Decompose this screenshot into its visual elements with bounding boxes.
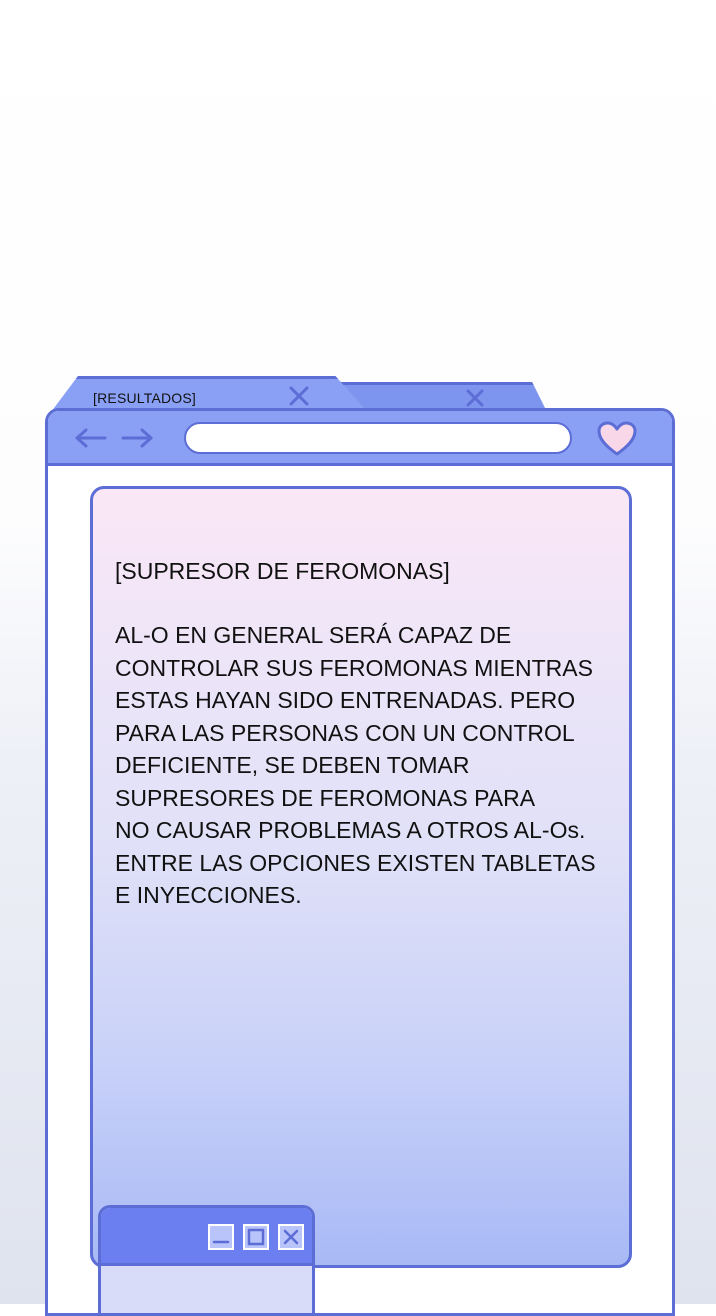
arrow-right-icon[interactable] bbox=[120, 428, 154, 448]
close-icon[interactable] bbox=[287, 384, 311, 408]
note-line: SUPRESORES DE FEROMONAS PARA bbox=[115, 784, 536, 811]
browser-toolbar bbox=[48, 411, 672, 466]
note-line: CONTROLAR SUS FEROMONAS MIENTRAS bbox=[115, 654, 593, 681]
note-line: E INYECCIONES. bbox=[115, 882, 302, 908]
mini-window-titlebar bbox=[101, 1208, 312, 1266]
browser-frame bbox=[45, 408, 675, 1316]
close-icon[interactable] bbox=[465, 388, 485, 408]
maximize-icon[interactable] bbox=[243, 1224, 269, 1250]
note-heading: [SUPRESOR DE FEROMONAS] bbox=[115, 558, 450, 584]
note-line: AL-O EN GENERAL SERÁ CAPAZ DE bbox=[115, 622, 512, 648]
content-panel bbox=[90, 486, 632, 1268]
note-line: ENTRE LAS OPCIONES EXISTEN TABLETAS bbox=[115, 849, 596, 876]
mini-window bbox=[98, 1205, 315, 1316]
arrow-left-icon[interactable] bbox=[74, 428, 108, 448]
minimize-icon[interactable] bbox=[208, 1224, 234, 1250]
note-body bbox=[115, 619, 620, 912]
browser-window bbox=[45, 376, 675, 1316]
tab-title: [RESULTADOS] bbox=[93, 390, 197, 406]
address-bar[interactable] bbox=[184, 422, 572, 454]
heart-icon[interactable] bbox=[596, 420, 638, 458]
note-line: ESTAS HAYAN SIDO ENTRENADAS. PERO bbox=[115, 687, 576, 713]
close-icon[interactable] bbox=[278, 1224, 304, 1250]
note-line: PARA LAS PERSONAS CON UN CONTROL bbox=[115, 719, 575, 746]
note-line: DEFICIENTE, SE DEBEN TOMAR bbox=[115, 752, 470, 778]
note-line: NO CAUSAR PROBLEMAS A OTROS AL-Os. bbox=[115, 817, 586, 843]
pixel-avatar-icon bbox=[133, 1310, 243, 1316]
